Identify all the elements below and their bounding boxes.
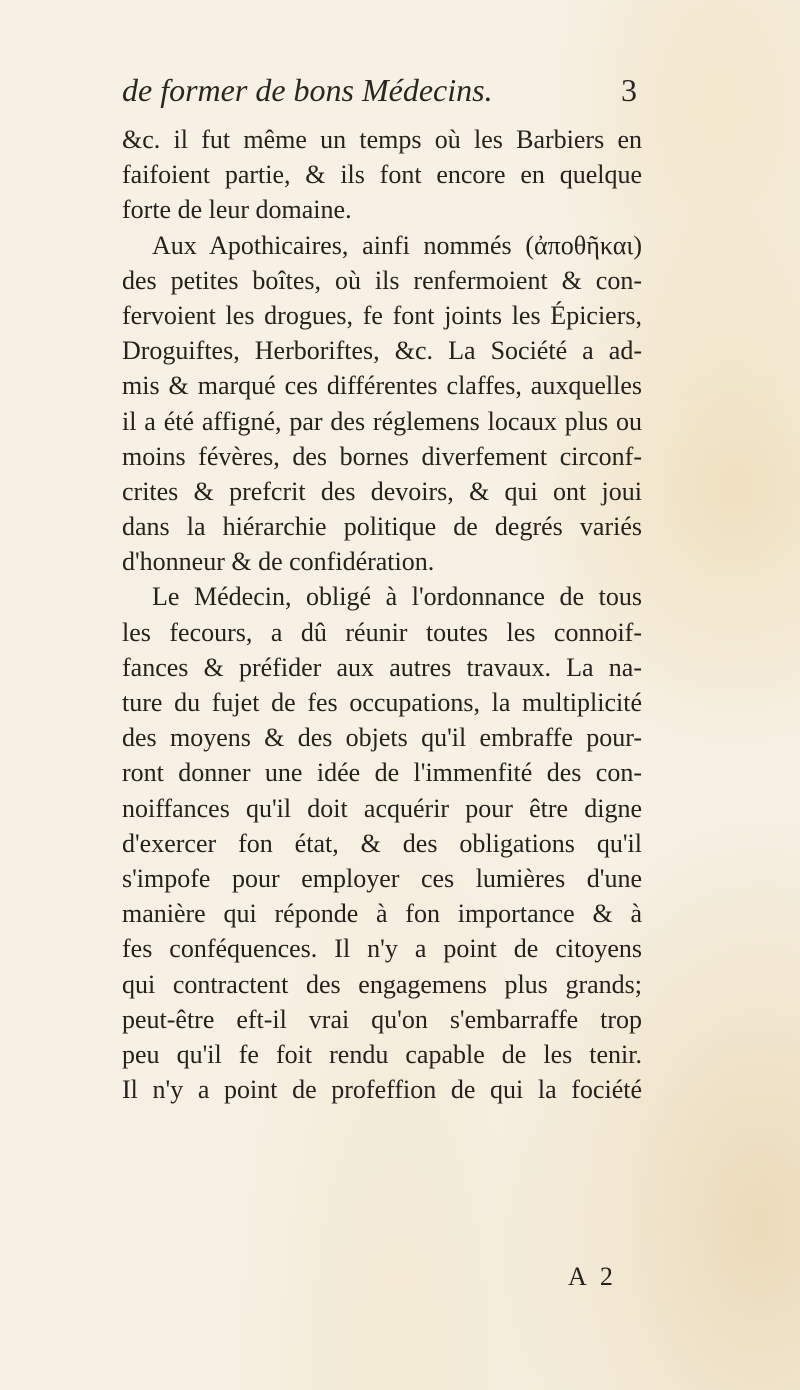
text-line: des moyens & des objets qu'il embraffe pour-	[122, 723, 642, 753]
text-line: qui contractent des engagemens plus grands;	[122, 969, 642, 999]
text-line: des petites boîtes, où ils renfermoient & con-	[122, 265, 642, 295]
text-line: ture du fujet de fes occupations, la multiplicité	[122, 688, 642, 717]
text-line: dans la hiérarchie politique de degrés variés	[122, 512, 642, 542]
text-line: moins févères, des bornes diverfement circonf-	[122, 441, 642, 471]
text-line: Droguiftes, Herboriftes, &c. La Société a ad-	[122, 336, 642, 366]
text-line: Il n'y a point de profeffion de qui la fociété	[122, 1075, 642, 1105]
text-line: fes conféquences. Il n'y a point de citoyens	[122, 934, 642, 964]
text-line: fervoient les drogues, fe font joints les Épiciers,	[122, 300, 642, 330]
text-line: Le Médecin, obligé à l'ordonnance de tous	[152, 582, 642, 612]
running-head	[122, 72, 637, 120]
text-line: s'impofe pour employer ces lumières d'une	[122, 863, 642, 893]
signature-mark: A 2	[568, 1262, 617, 1291]
text-line: peut-être eft-il vrai qu'on s'embarraffe trop	[122, 1004, 642, 1034]
text-line: peu qu'il fe foit rendu capable de les tenir.	[122, 1039, 642, 1069]
text-line: fances & préfider aux autres travaux. La na-	[122, 652, 642, 682]
text-line: mis & marqué ces différentes claffes, auxquelles	[122, 371, 642, 401]
text-line: Aux Apothicaires, ainfi nommés (ἀποθῆκαι)	[152, 230, 642, 260]
running-head-title: de former de bons Médecins.	[122, 72, 493, 108]
text-line: &c. il fut même un temps où les Barbiers en	[122, 125, 642, 154]
text-line: crites & prefcrit des devoirs, & qui ont joui	[122, 476, 642, 506]
text-line: les fecours, a dû réunir toutes les connoif-	[122, 617, 642, 647]
text-line: noiffances qu'il doit acquérir pour être digne	[122, 793, 642, 823]
body-text	[122, 122, 642, 1107]
text-line: d'honneur & de confidération.	[122, 547, 435, 577]
text-line: forte de leur domaine.	[122, 195, 352, 225]
page-number: 3	[621, 72, 637, 108]
text-line: manière qui réponde à fon importance & à	[122, 899, 642, 929]
text-line: il a été affigné, par des réglemens locaux plus ou	[122, 406, 642, 436]
text-line: d'exercer fon état, & des obligations qu'il	[122, 828, 642, 858]
text-line: ront donner une idée de l'immenfité des con-	[122, 758, 642, 788]
text-line: faifoient partie, & ils font encore en quelque	[122, 160, 642, 190]
